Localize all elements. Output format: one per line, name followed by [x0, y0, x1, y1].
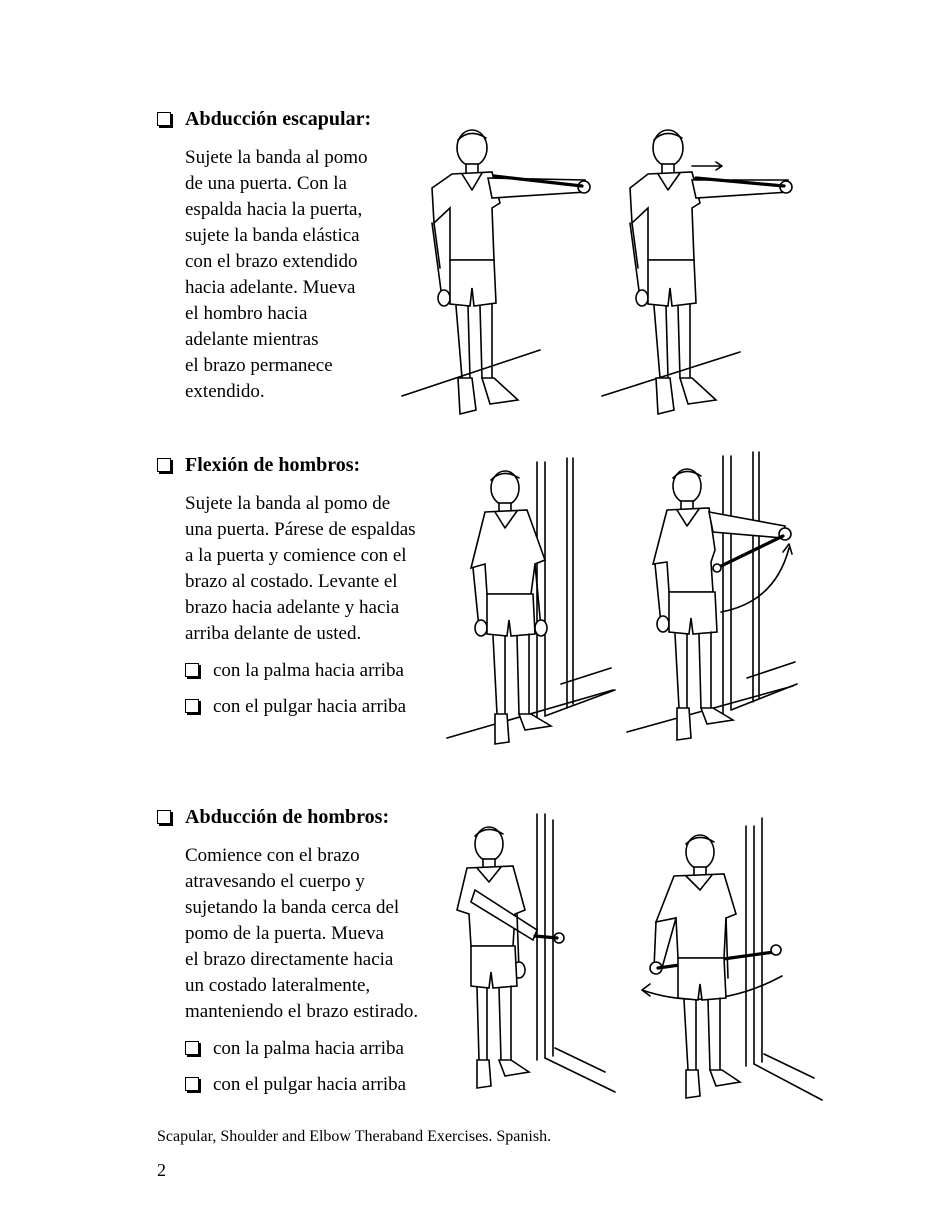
exercise-instructions: [185, 491, 457, 647]
instruction-line: una puerta. Párese de espaldas: [185, 519, 416, 540]
instruction-line: hacia adelante. Mueva: [185, 277, 356, 298]
exercise-heading: [157, 453, 457, 477]
instruction-line: atravesando el cuerpo y: [185, 871, 365, 892]
instruction-line: adelante mientras: [185, 329, 319, 350]
checkbox-icon[interactable]: [185, 1041, 199, 1055]
option-palm-up[interactable]: [185, 659, 457, 683]
exercise-title: Flexión de hombros:: [185, 454, 361, 476]
instruction-line: brazo hacia adelante y hacia: [185, 597, 400, 618]
instruction-line: un costado lateralmente,: [185, 975, 371, 996]
instruction-line: espalda hacia la puerta,: [185, 199, 363, 220]
checkbox-icon[interactable]: [185, 1077, 199, 1091]
option-palm-up[interactable]: [185, 1037, 457, 1061]
checkbox-icon[interactable]: [157, 458, 171, 472]
figure-scapular-abduction-start: [400, 128, 600, 423]
exercise-instructions: [185, 843, 457, 1025]
instruction-line: brazo al costado. Levante el: [185, 571, 398, 592]
option-thumb-up[interactable]: [185, 695, 457, 719]
figure-shoulder-abduction-end: [632, 818, 827, 1108]
option-label: con la palma hacia arriba: [213, 660, 404, 681]
figure-shoulder-abduction-start: [455, 810, 625, 1100]
instruction-line: Sujete la banda al pomo de: [185, 493, 391, 514]
instruction-line: con el brazo extendido: [185, 251, 358, 272]
option-thumb-up[interactable]: [185, 1073, 457, 1097]
instruction-line: Comience con el brazo: [185, 845, 360, 866]
checkbox-icon[interactable]: [157, 112, 171, 126]
option-label: con la palma hacia arriba: [213, 1038, 404, 1059]
instruction-line: arriba delante de usted.: [185, 623, 362, 644]
exercise-heading: [157, 805, 457, 829]
instruction-line: pomo de la puerta. Mueva: [185, 923, 384, 944]
figure-shoulder-flexion-start: [445, 458, 625, 748]
instruction-line: manteniendo el brazo estirado.: [185, 1001, 419, 1022]
checkbox-icon[interactable]: [185, 663, 199, 677]
instruction-line: de una puerta. Con la: [185, 173, 347, 194]
figure-shoulder-flexion-end: [625, 452, 810, 747]
checkbox-icon[interactable]: [157, 810, 171, 824]
page-number: 2: [157, 1160, 166, 1180]
instruction-line: el brazo directamente hacia: [185, 949, 394, 970]
instruction-line: Sujete la banda al pomo: [185, 147, 368, 168]
instruction-line: sujete la banda elástica: [185, 225, 360, 246]
checkbox-icon[interactable]: [185, 699, 199, 713]
instruction-line: el hombro hacia: [185, 303, 308, 324]
exercise-title: Abducción escapular:: [185, 108, 372, 130]
instruction-line: el brazo permanece: [185, 355, 333, 376]
instruction-line: extendido.: [185, 381, 265, 402]
exercise-title: Abducción de hombros:: [185, 806, 390, 828]
option-label: con el pulgar hacia arriba: [213, 1074, 407, 1095]
instruction-line: a la puerta y comience con el: [185, 545, 407, 566]
option-label: con el pulgar hacia arriba: [213, 696, 407, 717]
figure-scapular-abduction-end: [600, 128, 800, 423]
instruction-line: sujetando la banda cerca del: [185, 897, 400, 918]
exercise-shoulder-abduction: [157, 805, 457, 1097]
document-footer: Scapular, Shoulder and Elbow Theraband Exercises. Spanish.: [157, 1128, 552, 1145]
exercise-shoulder-flexion: [157, 453, 457, 719]
